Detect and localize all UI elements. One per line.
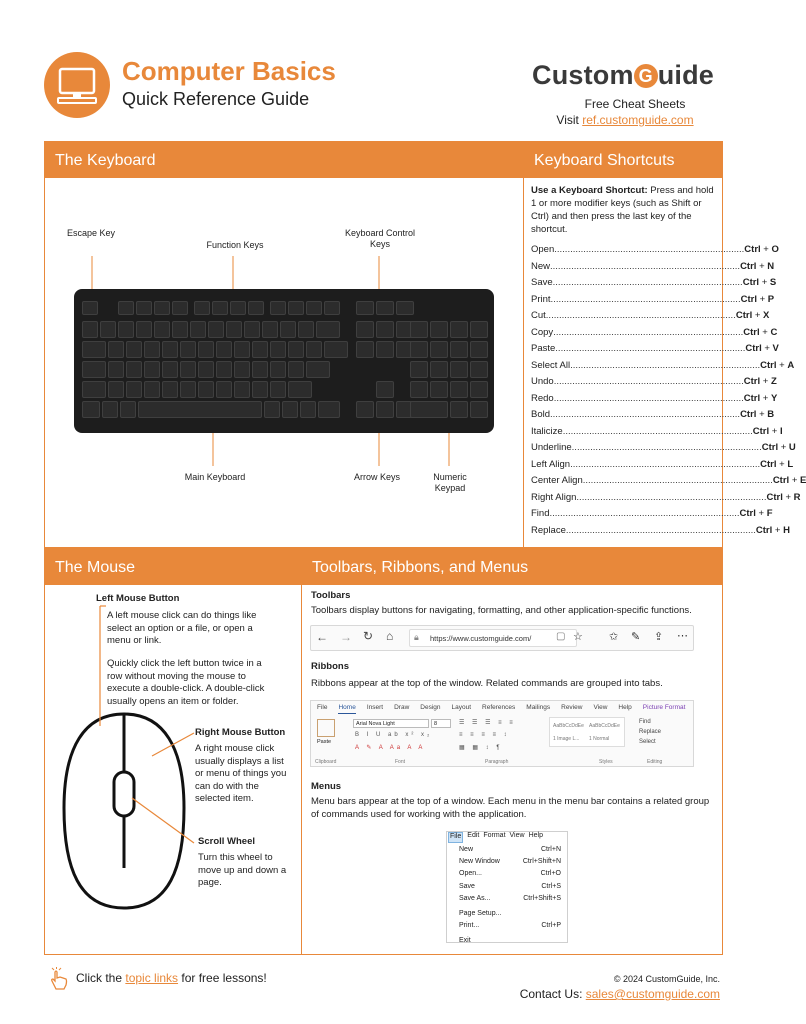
shortcut-dots: ........................................................................ [554,244,745,255]
copyright: © 2024 CustomGuide, Inc. [613,974,720,984]
keyboard-key [108,361,124,378]
more-icon: ⋯ [677,630,688,642]
editing-group [639,717,661,747]
numpad-key [470,381,488,398]
keyboard-key [288,381,312,398]
numpad-key [450,401,468,418]
keyboard-key [216,381,232,398]
keyboard-key [252,381,268,398]
shortcut-row[interactable] [531,409,775,422]
shortcut-name: Replace [531,524,566,536]
shortcut-row[interactable] [531,310,770,323]
favorites-icon: ✩ [609,631,619,643]
page-title: Computer Basics [122,56,336,86]
keyboard-key [288,361,304,378]
shortcut-name: Open [531,244,555,255]
keyboard-key [306,341,322,358]
shortcuts-heading[interactable]: Keyboard Shortcuts [524,142,722,178]
menu-item-shortcut: Ctrl+N [540,846,561,853]
reader-icon: ▢ [556,631,566,642]
forward-icon: → [340,630,352,644]
footer-note: Click the topic links for free lessons! [76,971,267,985]
star-icon: ☆ [573,631,583,643]
paragraph-icons: ☰ ☰ ☰ ≡ ≡ [459,720,516,726]
shortcut-name: Copy [531,326,554,338]
keyboard-key [144,381,160,398]
menu-item [459,922,561,929]
menu-item-shortcut: Ctrl+Shift+S [523,894,561,902]
shortcut-dots: ........................................................................ [562,425,753,437]
keyboard-key [102,401,118,418]
keyboard-key [316,321,340,338]
keyboard-key [298,321,314,338]
keyboard-key [108,381,124,398]
menu-item-label: New [459,846,474,853]
function-key [248,301,264,315]
ribbon-tab: Mailings [526,704,551,711]
keyboard-heading[interactable]: The Keyboard [45,142,523,178]
keyboard-key [226,321,242,338]
control-key [376,341,394,358]
shortcut-keys: Ctrl + B [740,409,775,420]
mouse-heading[interactable]: The Mouse [45,549,301,585]
shortcut-dots: ........................................................................ [550,260,741,272]
keyboard-key [264,401,280,418]
replace-button: Replace [639,729,662,735]
numpad-key [450,361,468,378]
menu-item [459,858,561,865]
ribbon-tab: File [317,704,328,711]
visit-line: Visit ref.customguide.com [556,113,694,127]
keyboard-key [288,341,304,358]
shortcut-name: Find [531,508,550,519]
control-key [356,301,374,315]
shortcut-row[interactable] [531,359,795,373]
keyboard-key [136,321,152,338]
keyboard-key [118,321,134,338]
keyboard-key [180,341,196,358]
keyboard-key [270,381,286,398]
shortcut-dots: ........................................................................ [570,359,761,371]
keyboard-image [74,289,494,433]
shortcut-name: Cut [531,310,546,321]
shortcuts-intro: Use a Keyboard Shortcut: Press and hold 1 or more modifier keys (such as Shift or Ctrl) and then press the last key of the shortcut. [531,185,714,235]
keyboard-key [198,381,214,398]
menubar-item: File [448,832,463,843]
keyboard-key [318,401,340,418]
back-icon: ← [316,630,328,644]
keyboard-key [262,321,278,338]
keyboard-key [306,361,330,378]
align-icons: ≡ ≡ ≡ ≡ ↕ [459,732,510,738]
keyboard-key [108,341,124,358]
menu-image [446,831,568,943]
font-size-box: 8 [431,719,451,728]
home-icon: ⌂ [386,629,394,643]
function-key [118,301,134,315]
ribbon-image [310,700,694,767]
ribbons-text: Ribbons appear at the top of the window. Related commands are grouped into tabs. [311,678,663,689]
shortcut-row[interactable] [531,425,783,439]
shortcut-dots: ........................................................................ [576,491,767,503]
shortcut-keys: Ctrl + U [761,442,796,453]
keyboard-key [162,341,178,358]
keyboard-key [120,401,136,418]
shortcut-row[interactable] [531,343,779,356]
contact-email[interactable]: sales@customguide.com [585,987,720,1001]
function-key [172,301,188,315]
customguide-logo[interactable]: Custom G uide [532,60,715,90]
numpad-key [410,321,428,338]
shortcut-dots: ........................................................................ [549,508,740,519]
shortcut-row[interactable] [531,244,779,257]
ribbon-group-label: Font [395,759,406,765]
arrow-left-key [356,401,374,418]
shortcut-keys: Ctrl + E [772,475,806,486]
keyboard-key [144,341,160,358]
shortcut-keys: Ctrl + H [755,524,790,536]
shortcut-name: Right Align [531,491,577,503]
shortcut-keys: Ctrl + S [742,277,777,288]
numpad-key [410,381,428,398]
ribbon-tab: Home [338,704,355,714]
ribbon-group-label: Editing [647,759,663,765]
shortcut-row[interactable] [531,508,773,521]
keyboard-key [162,381,178,398]
shortcut-dots: ........................................................................ [553,392,744,404]
brand-g-icon: G [634,64,658,88]
ribbon-tab: Draw [394,704,410,711]
numpad-key [450,381,468,398]
shortcut-dots: ........................................................................ [550,293,741,305]
shortcut-row[interactable] [531,458,794,472]
keyboard-key [244,321,260,338]
numpad-key [410,401,448,418]
shortcut-row[interactable] [531,376,777,389]
shortcut-name: Undo [531,376,554,387]
keyboard-key [100,321,116,338]
numpad-key [450,321,468,338]
menus-title: Menus [311,781,342,792]
menubar-item: Help [528,832,543,839]
shortcut-dots: ........................................................................ [571,442,762,453]
ribbon-group-label: Styles [599,759,613,765]
url-text: https://www.customguide.com/ [430,634,532,643]
function-key [154,301,170,315]
shortcut-keys: Ctrl + Z [743,376,777,387]
keyboard-key [234,361,250,378]
shortcut-name: Save [531,277,553,288]
numpad-key [410,341,428,358]
ctrl-key [82,401,100,418]
shortcut-dots: ........................................................................ [550,409,741,420]
shortcut-keys: Ctrl + V [745,343,779,354]
shortcut-keys: Ctrl + Y [743,392,778,404]
control-key [356,341,374,358]
font-formatting-icons: B I U ab x² x₂ [355,732,433,738]
arrow-down-key [376,401,394,418]
menu-item [459,895,561,902]
shortcut-row[interactable] [531,277,777,290]
shortcut-keys: Ctrl + O [744,244,779,255]
keyboard-key [82,361,106,378]
shortcut-keys: Ctrl + C [743,326,778,338]
keyboard-key [216,341,232,358]
scroll-wheel-title: Scroll Wheel [198,836,256,847]
keyboard-key [172,321,188,338]
keyboard-key [180,361,196,378]
share-icon: ⇪ [654,631,664,643]
ribbon-tab: View [593,704,608,711]
shortcut-keys: Ctrl + A [760,359,795,371]
toolbars-text: Toolbars display buttons for navigating, formatting, and other application-specific functions. [311,605,692,616]
shortcut-row[interactable] [531,260,775,274]
shortcut-keys: Ctrl + P [740,293,775,305]
keyboard-key [126,381,142,398]
ribbon-tab: Layout [451,704,472,711]
keyboard-key [252,361,268,378]
shortcut-dots: ........................................................................ [553,376,744,387]
menu-item-shortcut: Ctrl+P [541,922,561,930]
numpad-key [470,321,488,338]
keyboard-key [234,341,250,358]
right-button-title: Right Mouse Button [195,727,286,738]
keyboard-key [300,401,316,418]
ribbon-tab: Picture Format [642,704,686,711]
keyboard-key [252,341,268,358]
pen-icon: ✎ [631,631,641,643]
left-button-text-1: A left mouse click can do things like select an option or a file, or open a menu or link. [107,610,257,646]
shortcut-name: Italicize [531,425,563,437]
ribbon-group-labels [311,757,695,767]
toolbars-heading[interactable]: Toolbars, Ribbons, and Menus [302,549,722,585]
scroll-wheel-text: Turn this wheel to move up and down a page. [198,852,287,888]
keyboard-key [144,361,160,378]
shortcut-row[interactable] [531,491,801,505]
toolbars-title: Toolbars [311,590,351,601]
menu-item [459,846,561,853]
keyboard-key [234,381,250,398]
function-key [212,301,228,315]
styles-gallery: AaBbCcDdEe AaBbCcDdEe 1 Image L... 1 Normal [549,717,625,747]
arrow-up-key [376,381,394,398]
control-key [396,301,414,315]
font-name-box: Arial Nova Light [353,719,429,728]
shortcut-dots: ........................................................................ [555,343,746,354]
shortcut-keys: Ctrl + I [752,425,783,437]
shading-icons: ▦ ▦ ↕ ¶ [459,745,503,751]
shortcut-row[interactable] [531,475,806,488]
numpad-key [450,341,468,358]
menu-item-label: Save [459,882,475,890]
function-key [136,301,152,315]
menu-item-label: Exit [459,937,471,945]
shortcut-name: Select All [531,359,571,371]
keyboard-key [82,321,98,338]
lock-icon: 🔒︎ [414,632,419,642]
keyboard-key [154,321,170,338]
menubar-item: Edit [467,832,480,839]
menus-text: Menu bars appear at the top of a window. Each menu in the menu bar contains a related group of commands used for working with the application. [311,796,710,820]
numeric-keypad-label: Numeric Keypad [433,472,467,493]
keyboard-key [208,321,224,338]
numpad-key [470,361,488,378]
menu-item-label: Save As... [459,894,491,902]
ribbon-tab: References [482,704,516,711]
shortcut-name: Underline [531,442,572,453]
shortcut-dots: ........................................................................ [565,524,756,536]
numpad-key [430,361,448,378]
menu-item-label: Page Setup... [459,910,502,917]
shortcut-dots: ........................................................................ [570,458,761,470]
shortcut-name: Print [531,293,551,305]
keyboard-key [270,341,286,358]
shortcut-keys: Ctrl + X [735,310,770,321]
control-key [356,321,374,338]
function-key [230,301,246,315]
shortcut-keys: Ctrl + N [740,260,775,272]
keyboard-key [126,361,142,378]
ribbon-group-label: Paragraph [485,759,509,765]
numpad-key [470,341,488,358]
select-button: Select [639,739,656,745]
keyboard-key [324,341,348,358]
shortcut-dots: ........................................................................ [553,326,744,338]
shortcut-name: Paste [531,343,556,354]
menu-item [459,883,561,890]
menu-item-label: New Window [459,858,500,866]
shortcut-keys: Ctrl + R [766,491,801,503]
menubar [447,832,569,843]
escape-key-label: Escape Key [66,228,116,238]
menu-item [459,870,561,877]
mouse-illustration [44,548,302,955]
function-key [324,301,340,315]
menubar-item: Format [483,832,506,839]
numpad-key [470,401,488,418]
menu-item-shortcut: Ctrl+S [541,882,561,890]
right-button-text: A right mouse click usually displays a list or menu of things you can do with the selected item. [195,743,287,804]
numpad-key [430,341,448,358]
ribbon-tab: Insert [366,704,384,711]
space-bar [138,401,262,418]
keyboard-key [216,361,232,378]
ribbon-tab: Help [618,704,632,711]
ribbon-group-label: Clipboard [315,759,337,765]
computer-logo-icon [44,52,110,118]
tagline: Free Cheat Sheets [584,97,686,111]
keyboard-key [180,381,196,398]
shortcut-row[interactable] [531,392,778,406]
function-key [288,301,304,315]
topic-links[interactable]: topic links [125,971,179,985]
refresh-icon: ↻ [363,629,374,643]
escape-key [82,301,98,315]
find-button: Find [639,719,651,725]
shortcut-keys: Ctrl + L [760,458,794,470]
keyboard-key [280,321,296,338]
paste-icon [317,719,335,737]
left-button-title: Left Mouse Button [96,593,180,604]
menubar-item: View [509,832,525,839]
keyboard-key [126,341,142,358]
function-key [194,301,210,315]
shortcut-name: Redo [531,392,554,404]
shortcut-row[interactable] [531,326,778,340]
ribbons-title: Ribbons [311,661,349,672]
keyboard-key [82,341,106,358]
numpad-key [430,381,448,398]
main-keyboard-label: Main Keyboard [184,472,246,482]
shortcut-row[interactable] [531,293,775,307]
control-key [376,321,394,338]
keyboard-key [198,341,214,358]
menu-item-label: Print... [459,922,480,930]
keyboard-key [270,361,286,378]
shortcut-row[interactable] [531,524,790,538]
keyboard-key [198,361,214,378]
visit-link[interactable]: ref.customguide.com [582,113,694,127]
contact-line: Contact Us: sales@customguide.com [519,987,720,1001]
ribbon-tab: Review [561,704,583,711]
ribbon-tab: Design [420,704,441,711]
keyboard-key [82,381,106,398]
paste-label: Paste [317,739,332,745]
control-key [376,301,394,315]
shortcut-name: Center Align [531,475,583,486]
function-key [270,301,286,315]
keyboard-key [162,361,178,378]
page-subtitle: Quick Reference Guide [122,89,310,109]
function-key [306,301,322,315]
function-keys-label: Function Keys [206,240,264,250]
left-button-text-2: Quickly click the left button twice in a row without moving the mouse to execute a double-click. A double-click usually opens an item or folder. [107,658,265,707]
menu-item [459,910,561,917]
shortcut-dots: ........................................................................ [552,277,743,288]
menu-item-label: Open... [459,870,482,878]
shortcut-name: Left Align [531,458,571,470]
browser-toolbar-image [310,625,694,651]
shortcut-keys: Ctrl + F [739,508,773,519]
numpad-key [410,361,428,378]
control-keys-label: Keyboard Control Keys [344,228,416,249]
keyboard-key [190,321,206,338]
hand-pointer-icon [48,967,70,996]
numpad-key [430,321,448,338]
menu-item [459,937,561,944]
menu-item-shortcut: Ctrl+O [540,870,561,878]
shortcut-dots: ........................................................................ [545,310,736,321]
ribbon-tabs [317,704,685,714]
shortcut-name: Bold [531,409,551,420]
menu-item-shortcut: Ctrl+Shift+N [522,858,561,866]
shortcut-name: New [531,260,551,272]
keyboard-key [282,401,298,418]
shortcut-row[interactable] [531,442,796,455]
shortcut-dots: ........................................................................ [582,475,773,486]
font-color-icons: A ✎ A Aa A A [355,745,426,751]
address-bar [409,629,577,647]
arrow-keys-label: Arrow Keys [353,472,400,482]
